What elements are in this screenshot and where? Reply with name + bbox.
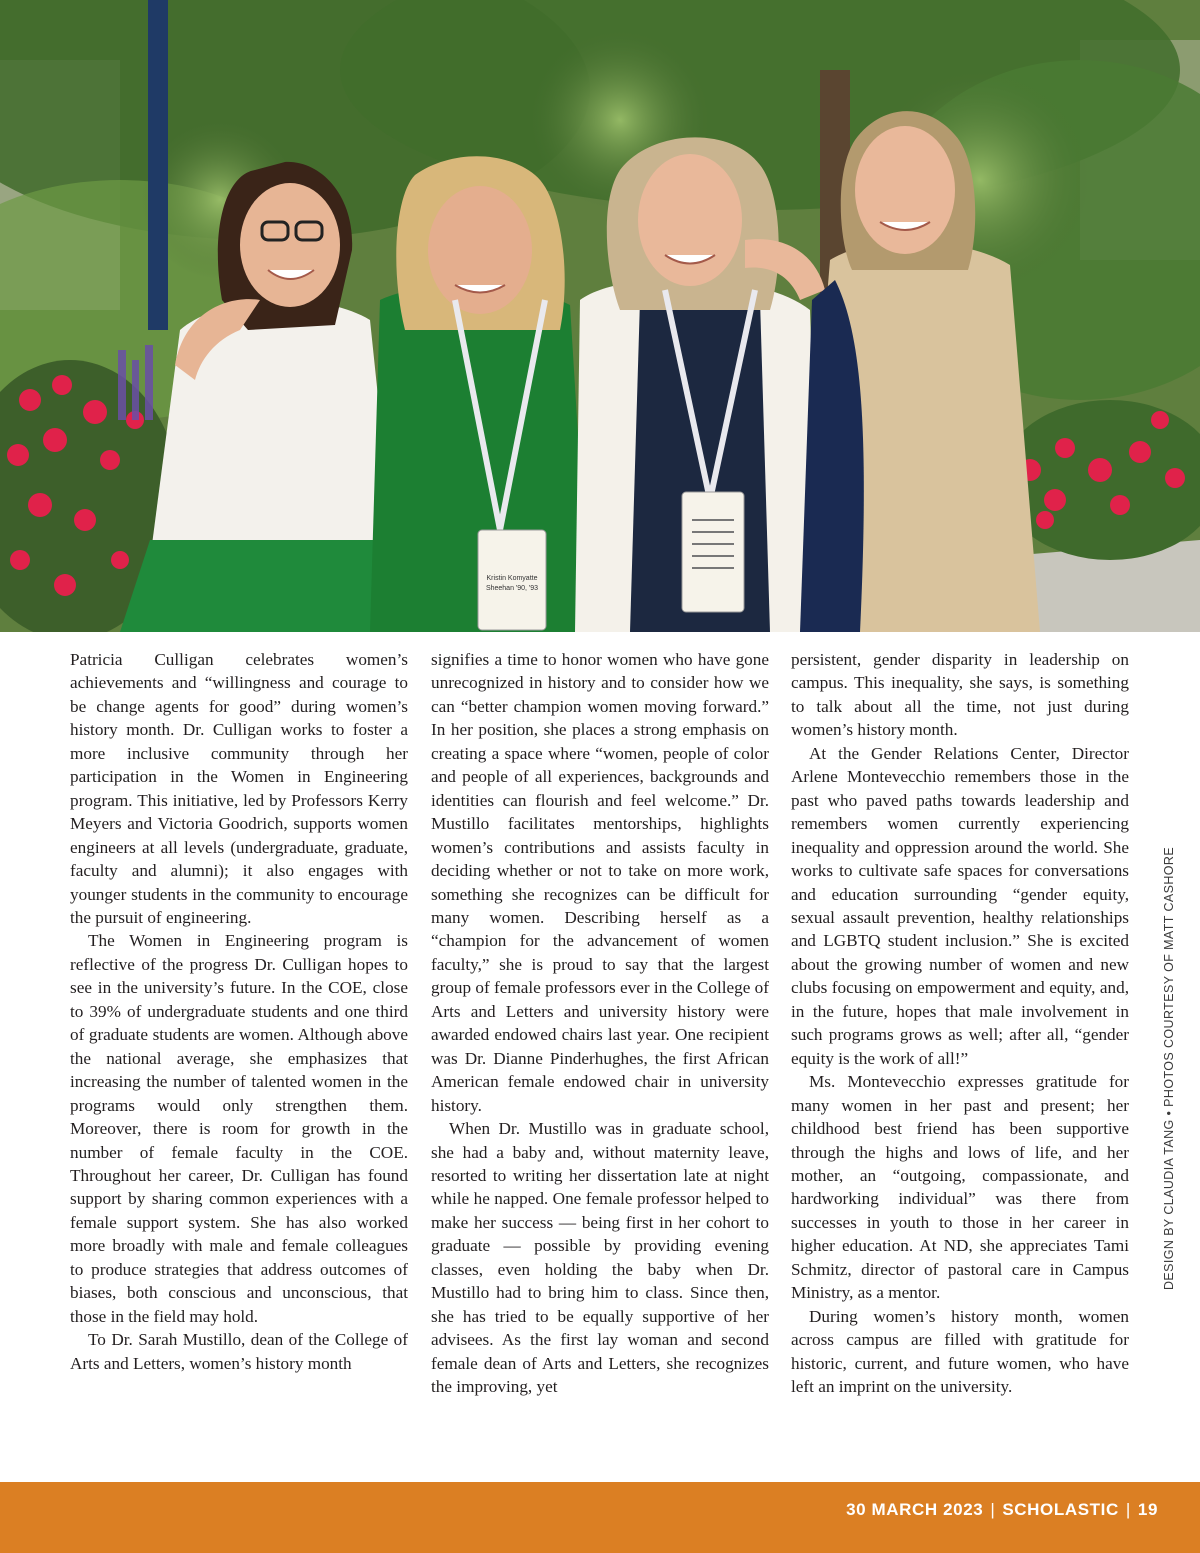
paragraph: persistent, gender disparity in leadership on campus. This inequality, she says, is something to talk about all the time, not just during women’s history month. (791, 650, 1129, 740)
article-column-3 (791, 648, 1129, 1399)
folio (846, 1500, 1158, 1520)
paragraph: Ms. Montevecchio expresses gratitude for many women in her past and present; her childhood best friend has been supportive through the highs and lows of life, and her mother, an “outgoing, compassionate, and hardworking individual” was there from successes in youth to those in her career in higher education. At ND, she appreciates Tami Schmitz, director of pastoral care in Campus Ministry, as a mentor. (791, 1072, 1129, 1303)
divider: | (1125, 1500, 1131, 1519)
issue-date: 30 MARCH 2023 (846, 1500, 984, 1519)
paragraph: When Dr. Mustillo was in graduate school, she had a baby and, without maternity leave, resorted to writing her dissertation late at night while he napped. One female professor helped to make her success — being first in her cohort to graduate — possible by providing evening classes, even holding the baby when Dr. Mustillo had to bring him to class. Since then, she has tried to be equally supportive of her advisees. As the first lay woman and second female dean of Arts and Letters, she recognizes the improving, yet (431, 1119, 769, 1397)
divider: | (990, 1500, 996, 1519)
paragraph: During women’s history month, women across campus are filled with gratitude for historic, current, and future women, who have left an imprint on the university. (791, 1306, 1129, 1397)
photo-illustration (0, 0, 1200, 632)
paragraph: At the Gender Relations Center, Director Arlene Montevecchio remembers those in the past who paved paths towards leadership and remembers women currently experiencing inequality and oppression around the world. She works to cultivate safe spaces for conversations and education surrounding “gender equity, sexual assault prevention, healthy relationships and LGBTQ student inclusion.” She is excited about the growing number of women and new clubs focusing on empowerment and equity, and, in the future, hopes that male involvement in such programs grows as well; after all, “gender equity is the work of all!” (791, 743, 1129, 1068)
page-number: 19 (1137, 1500, 1158, 1519)
hero-photo (0, 0, 1200, 632)
paragraph: signifies a time to honor women who have gone unrecognized in history and to consider how we can “better champion women moving forward.” In her position, she places a strong emphasis on creating a space where “women, people of color and people of all experiences, backgrounds and identities can flourish and feel welcome.” Dr. Mustillo facilitates mentorships, highlights women’s contributions and assists faculty in deciding whether or not to take on more work, something she recognizes can be difficult for many women. Describing herself as a “champion for the advancement of women faculty,” she is proud to say that the largest group of female professors ever in the College of Arts and Letters and university history were awarded endowed chairs last year. One recipient was Dr. Dianne Pinderhughes, the first African American female endowed chair in university history. (431, 650, 769, 1115)
article-column-1 (70, 648, 408, 1375)
paragraph: To Dr. Sarah Mustillo, dean of the College of Arts and Letters, women’s history month (70, 1330, 408, 1373)
paragraph: Patricia Culligan celebrates women’s achievements and “willingness and courage to be change agents for good” during women’s history month. Dr. Culligan works to foster a more inclusive community through her participation in the Women in Engineering program. This initiative, led by Professors Kerry Meyers and Victoria Goodrich, supports women engineers at all levels (undergraduate, graduate, faculty and alumni); it also engages with younger students in the community to encourage the pursuit of engineering. (70, 650, 408, 927)
publication-name: SCHOLASTIC (1002, 1500, 1119, 1519)
article-column-2 (431, 648, 769, 1399)
badge-name-line2: Sheehan '90, '93 (485, 585, 539, 592)
page-footer (0, 1482, 1200, 1553)
badge-name-line1: Kristin Komyatte (486, 575, 538, 582)
photo-credit: DESIGN BY CLAUDIA TANG • PHOTOS COURTESY OF MATT CASHORE (1162, 846, 1176, 1290)
paragraph: The Women in Engineering program is reflective of the progress Dr. Culligan hopes to see in the university’s future. In the COE, close to 39% of undergraduate students and one third of graduate students are women. Although above the national average, she emphasizes that increasing the number of talented women in the programs would only strengthen them. Moreover, there is room for growth in the number of female faculty in the COE. Throughout her career, Dr. Culligan has found support by sharing common experiences with a female support system. She has also worked more broadly with male and female colleagues to produce strategies that address outcomes of biases, both conscious and unconscious, that those in the field may hold. (70, 931, 408, 1326)
